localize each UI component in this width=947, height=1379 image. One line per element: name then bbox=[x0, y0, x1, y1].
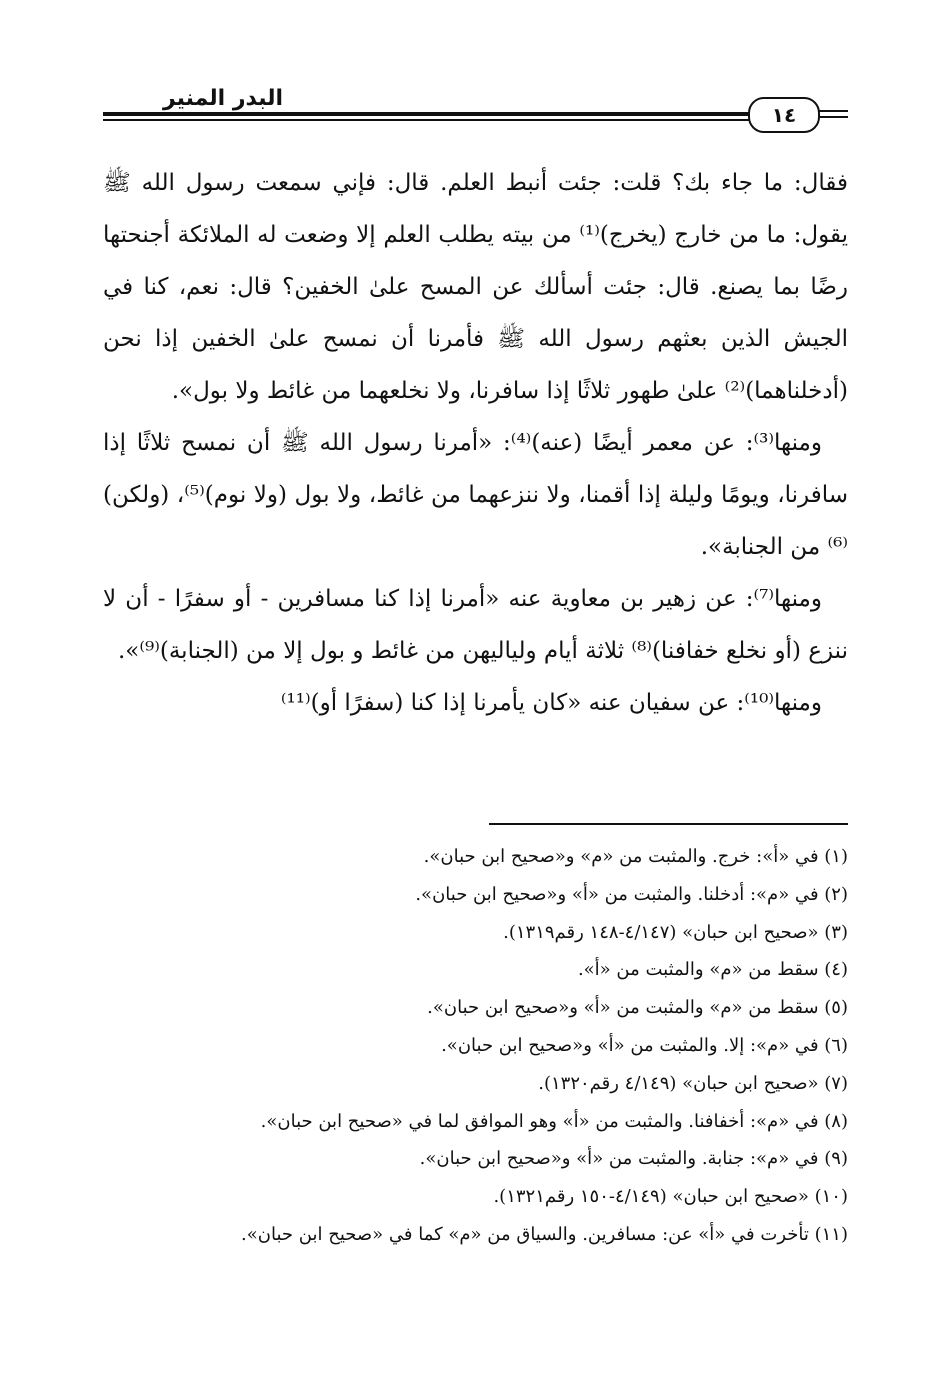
footnote-8: (٨) في «م»: أخفافنا. والمثبت من «أ» وهو الموافق لما في «صحيح ابن حبان». bbox=[260, 1110, 848, 1132]
header-rule-thin bbox=[103, 119, 751, 121]
footnote-3: (٣) «صحيح ابن حبان» (٤/١٤٧-١٤٨ رقم١٣١٩). bbox=[503, 921, 848, 943]
page-header bbox=[103, 88, 848, 136]
header-rule bbox=[103, 112, 751, 116]
paragraph-3: ومنها⁽⁷⁾: عن زهير بن معاوية عنه «أمرنا إذا كنا مسافرين - أو سفرًا - أن لا ننزع (أو نخلع خفافنا)⁽⁸⁾ ثلاثة أيام ولياليهن من غائط و بول إلا من (الجنابة)⁽⁹⁾». bbox=[103, 586, 848, 664]
footnotes bbox=[103, 838, 848, 1254]
footnote-11: (١١) تأخرت في «أ» عن: مسافرين. والسياق من «م» كما في «صحيح ابن حبان». bbox=[241, 1223, 848, 1245]
header-rule-right-top bbox=[818, 110, 848, 112]
footnote-9: (٩) في «م»: جنابة. والمثبت من «أ» و«صحيح ابن حبان». bbox=[419, 1148, 848, 1170]
footnote-divider bbox=[489, 823, 848, 825]
book-title: البدر المنير bbox=[163, 86, 284, 111]
main-text bbox=[103, 157, 848, 729]
footnote-2: (٢) في «م»: أدخلنا. والمثبت من «أ» و«صحيح ابن حبان». bbox=[415, 883, 848, 905]
paragraph-1: فقال: ما جاء بك؟ قلت: جئت أنبط العلم. قال: فإني سمعت رسول الله ﷺ يقول: ما من خارج (يخرج)⁽¹⁾ من بيته يطلب العلم إلا وضعت له الملائكة أجنحتها رضًا بما يصنع. قال: جئت أسألك عن المسح علىٰ الخفين؟ قال: نعم، كنا في الجيش الذين بعثهم رسول الله ﷺ فأمرنا أن نمسح علىٰ الخفين إذا نحن (أدخلناهما)⁽²⁾ علىٰ طهور ثلاثًا إذا سافرنا، ولا نخلعهما من غائط ولا بول». bbox=[103, 170, 848, 404]
page-number: ١٤ bbox=[748, 97, 820, 133]
header-rule-right-bottom bbox=[818, 116, 848, 118]
paragraph-2: ومنها⁽³⁾: عن معمر أيضًا (عنه)⁽⁴⁾: «أمرنا رسول الله ﷺ أن نمسح ثلاثًا إذا سافرنا، ويومًا وليلة إذا أقمنا، ولا ننزعهما من غائط، ولا بول (ولا نوم)⁽⁵⁾، (ولكن)⁽⁶⁾ من الجنابة». bbox=[103, 430, 848, 560]
footnote-1: (١) في «أ»: خرج. والمثبت من «م» و«صحيح ابن حبان». bbox=[423, 846, 848, 867]
footnote-6: (٦) في «م»: إلا. والمثبت من «أ» و«صحيح ابن حبان». bbox=[441, 1034, 848, 1056]
footnote-4: (٤) سقط من «م» والمثبت من «أ». bbox=[577, 959, 848, 981]
footnote-10: (١٠) «صحيح ابن حبان» (٤/١٤٩-١٥٠ رقم١٣٢١). bbox=[493, 1186, 848, 1208]
footnote-7: (٧) «صحيح ابن حبان» (٤/١٤٩ رقم١٣٢٠). bbox=[538, 1072, 848, 1094]
paragraph-4: ومنها⁽¹⁰⁾: عن سفيان عنه «كان يأمرنا إذا كنا (سفرًا أو)⁽¹¹⁾ bbox=[280, 690, 822, 716]
footnote-5: (٥) سقط من «م» والمثبت من «أ» و«صحيح ابن حبان». bbox=[427, 997, 848, 1019]
